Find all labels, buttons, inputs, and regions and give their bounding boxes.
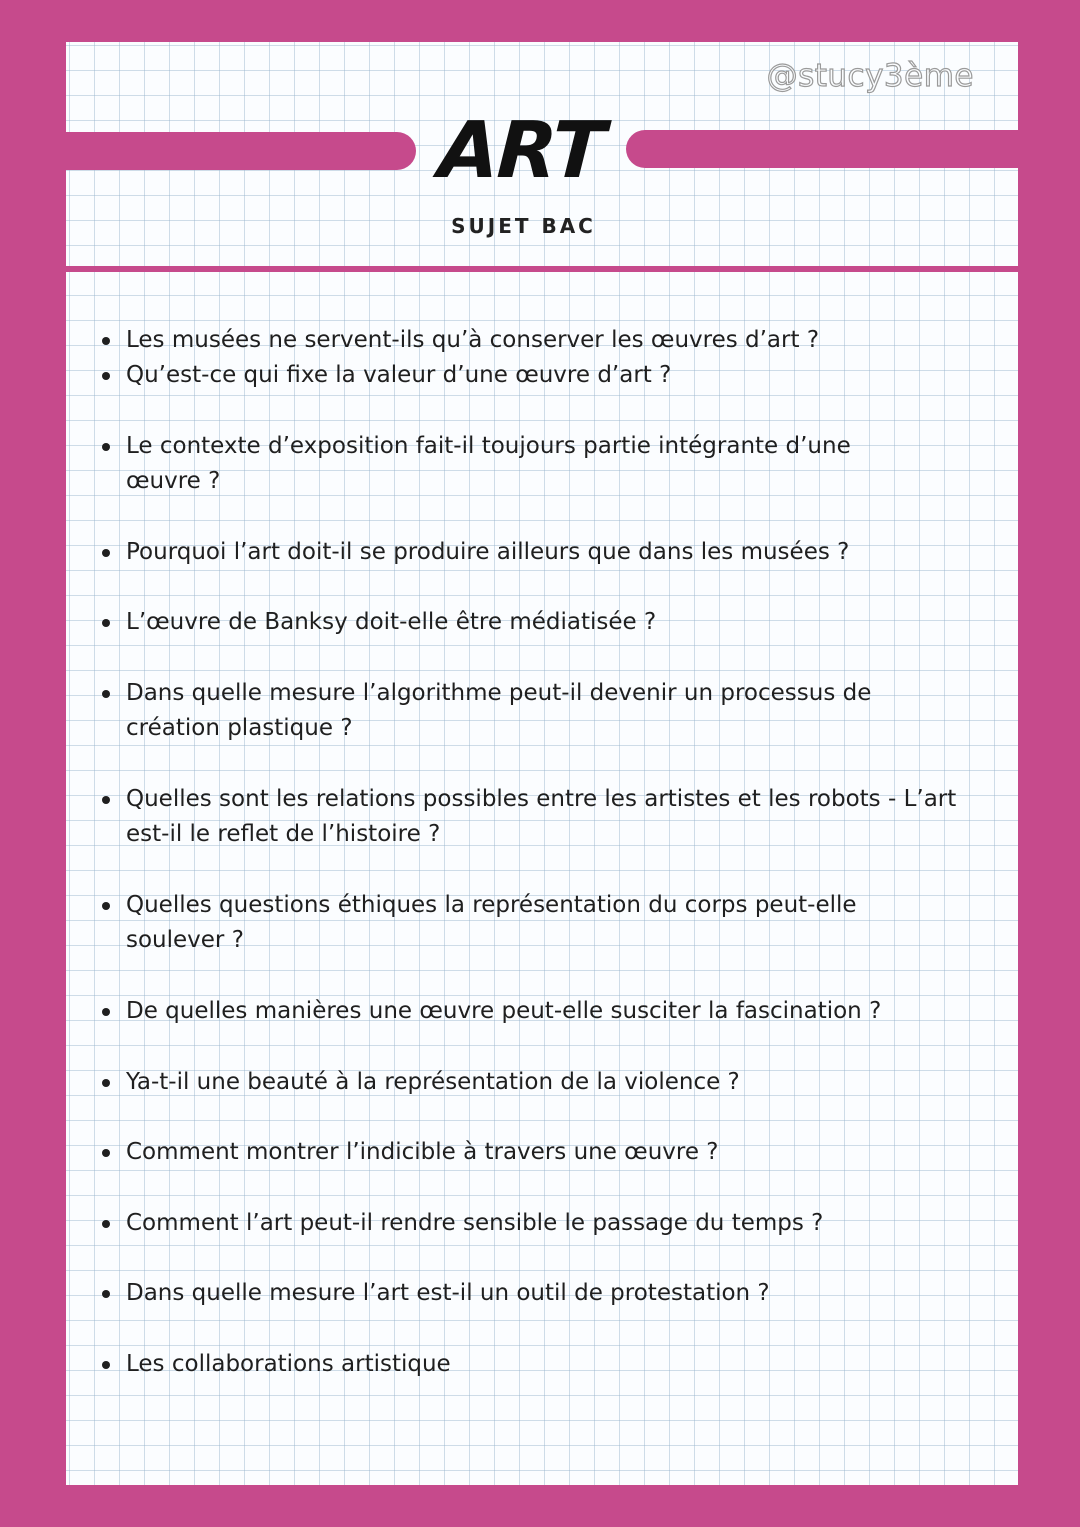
bullet-icon	[102, 1361, 110, 1369]
bullet-icon	[102, 1149, 110, 1157]
list-item	[102, 888, 982, 958]
list-item	[102, 782, 982, 852]
question-text: Dans quelle mesure l’art est-il un outil de protestation ?	[126, 1280, 770, 1306]
question-text: L’œuvre de Banksy doit-elle être médiatisée ?	[126, 609, 657, 635]
notebook-page	[66, 42, 1018, 1485]
bullet-icon	[102, 549, 110, 557]
author-handle: @stucy3ème	[766, 58, 974, 94]
bullet-icon	[102, 1290, 110, 1298]
list-item	[102, 605, 982, 640]
question-text: Comment l’art peut-il rendre sensible le passage du temps ?	[126, 1210, 824, 1236]
bullet-icon	[102, 443, 110, 451]
list-item	[102, 1065, 982, 1100]
list-item	[102, 1206, 982, 1241]
header-stripe-right	[626, 130, 1018, 168]
question-text: Comment montrer l’indicible à travers une œuvre ?	[126, 1139, 719, 1165]
list-item	[102, 1347, 982, 1382]
list-item	[102, 535, 982, 570]
list-item	[102, 358, 982, 393]
bullet-icon	[102, 796, 110, 804]
page-title: ART	[436, 106, 606, 196]
bullet-icon	[102, 372, 110, 380]
question-text: Quelles questions éthiques la représentation du corps peut-elle soulever ?	[126, 892, 857, 953]
question-text: Les collaborations artistique	[126, 1351, 451, 1377]
list-item	[102, 994, 982, 1029]
question-text: Ya-t-il une beauté à la représentation de la violence ?	[126, 1069, 740, 1095]
question-text: Dans quelle mesure l’algorithme peut-il devenir un processus de création plastique ?	[126, 680, 872, 741]
bullet-icon	[102, 1008, 110, 1016]
question-text: De quelles manières une œuvre peut-elle susciter la fascination ?	[126, 998, 882, 1024]
page-subtitle: SUJET BAC	[451, 214, 596, 238]
question-text: Qu’est-ce qui fixe la valeur d’une œuvre d’art ?	[126, 362, 672, 388]
bullet-icon	[102, 1220, 110, 1228]
header-divider	[66, 266, 1018, 272]
bullet-icon	[102, 902, 110, 910]
bullet-icon	[102, 619, 110, 627]
list-item	[102, 323, 982, 358]
header-stripe-left	[66, 132, 416, 170]
list-item	[102, 1135, 982, 1170]
bullet-icon	[102, 1079, 110, 1087]
bullet-icon	[102, 690, 110, 698]
question-text: Les musées ne servent-ils qu’à conserver les œuvres d’art ?	[126, 327, 820, 353]
question-text: Quelles sont les relations possibles entre les artistes et les robots - L’art est-il le reflet de l’histoire ?	[126, 786, 957, 847]
bullet-icon	[102, 337, 110, 345]
question-text: Le contexte d’exposition fait-il toujours partie intégrante d’une œuvre ?	[126, 433, 851, 494]
list-item	[102, 429, 982, 499]
question-text: Pourquoi l’art doit-il se produire ailleurs que dans les musées ?	[126, 539, 850, 565]
list-item	[102, 676, 982, 746]
list-item	[102, 1276, 982, 1311]
